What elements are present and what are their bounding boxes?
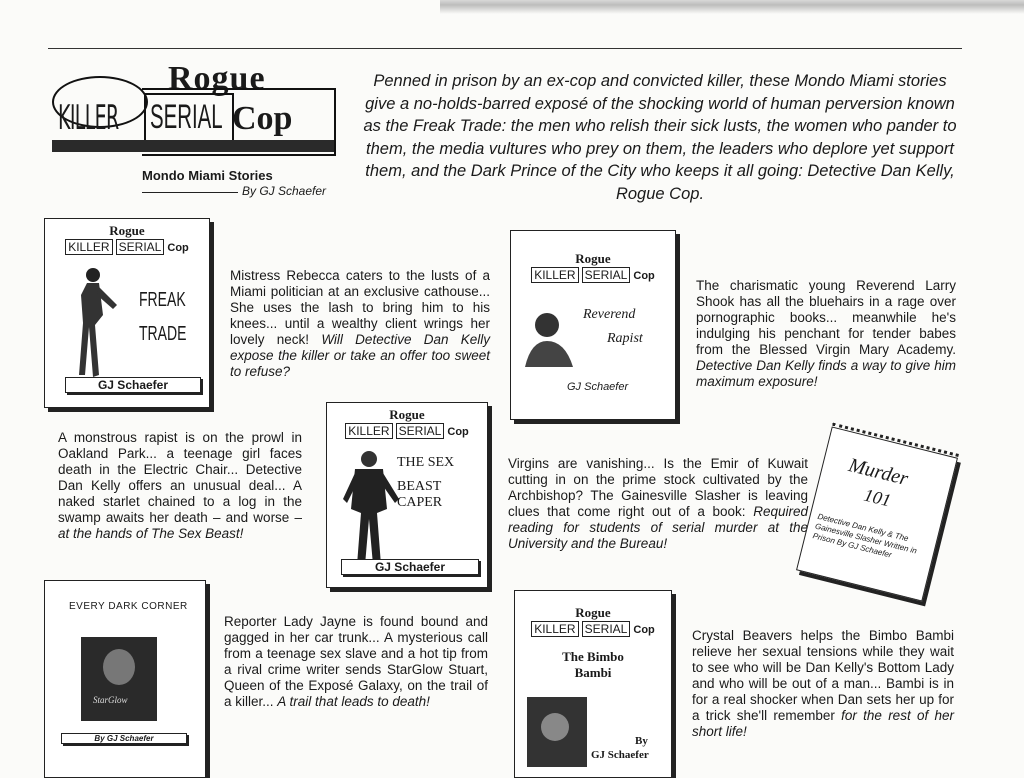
cover-logo xyxy=(45,239,209,255)
cover-logo xyxy=(327,423,487,439)
cover-rogue: Rogue xyxy=(109,223,145,238)
cover-title-line1: Reverend xyxy=(583,307,636,322)
cover-name: StarGlow xyxy=(93,695,128,705)
cover-title-line2: 101 xyxy=(861,484,893,511)
series-title: Mondo Miami Stories xyxy=(142,168,273,183)
cover-author: GJ Schaefer xyxy=(65,377,201,393)
logo-killer: KILLER xyxy=(58,98,119,138)
desc-italic: for the rest of her short life! xyxy=(692,708,954,739)
logo-cop: Cop xyxy=(232,100,293,137)
book-cover-murder-101 xyxy=(796,426,958,601)
scan-top-edge xyxy=(440,0,1024,14)
cover-title-line1: FREAK xyxy=(139,289,186,311)
cover-title-line1: Murder xyxy=(846,454,911,491)
book-cover-freak-trade xyxy=(44,218,210,408)
header-rule xyxy=(48,48,962,49)
desc-italic: Detective Dan Kelly finds a way to give him maximum exposure! xyxy=(696,358,956,389)
cover-notes: Detective Dan Kelly & The Gainesville Slasher Written in Prison By GJ Schaefer xyxy=(811,511,918,560)
cover-portrait-icon xyxy=(81,637,157,721)
cover-cop: Cop xyxy=(167,242,189,254)
cover-title: EVERY DARK CORNER xyxy=(69,601,188,612)
desc-text: A monstrous rapist is on the prowl in Oakland Park... a teenage girl faces death in the Electric Chair... Detective Dan Kelly offers an unusual deal... A naked starlet chained to a log in the swamp awaits her death – and worse – xyxy=(58,430,302,525)
cover-figure-icon xyxy=(73,265,125,389)
desc-text: The charismatic young Reverend Larry Shook has all the bluehairs in a rage over pornographic books... meanwhile he's indulging his penchant for tender babes from the Blessed Virgin Mary Academy. xyxy=(696,278,956,357)
cover-title-line1: THE SEX xyxy=(397,455,455,470)
cover-title-line2: TRADE xyxy=(139,323,187,345)
desc-text: Virgins are vanishing... Is the Emir of Kuwait cutting in on the prime stock cultivated by the Archbishop? The Gainesville Slasher is leaving clues that come right out of a book: xyxy=(508,456,808,519)
cover-serial: SERIAL xyxy=(582,267,631,283)
cover-author: GJ Schaefer xyxy=(591,749,649,761)
cover-serial: SERIAL xyxy=(116,239,165,255)
cover-killer: KILLER xyxy=(345,423,392,439)
desc-text: Reporter Lady Jayne is found bound and gagged in her car trunk... A mysterious call from a teenage sex slave and a hot tip from a rival crime writer sends StarGlow Stuart, Queen of the Exposé Galaxy, on the trail of a killer... xyxy=(224,614,488,709)
desc-italic: A trail that leads to death! xyxy=(277,694,430,709)
byline-rule xyxy=(142,192,238,193)
cover-cop: Cop xyxy=(633,270,655,282)
book-cover-sex-beast-caper xyxy=(326,402,488,588)
cover-author-by: By xyxy=(635,735,648,747)
cover-author: By GJ Schaefer xyxy=(61,733,187,744)
book-desc-freak-trade xyxy=(230,268,490,380)
cover-rogue: Rogue xyxy=(389,407,425,422)
intro-blurb: Penned in prison by an ex-cop and convicted killer, these Mondo Miami stories give a no-holds-barred exposé of the shocking world of human perversion known as the Freak Trade: the men who relish their sick lusts, the women who pander to them, the media vultures who prey on them, the leaders who deplore yet support them, and the Dark Prince of the City who keeps it all going: Detective Dan Kelly, Rogue Cop. xyxy=(363,72,957,203)
cover-title-line2: Bambi xyxy=(574,665,612,680)
cover-killer: KILLER xyxy=(531,267,578,283)
cover-author: GJ Schaefer xyxy=(341,559,479,575)
cover-title-line2: Rapist xyxy=(607,331,643,346)
desc-italic: at the hands of The Sex Beast! xyxy=(58,526,244,541)
book-desc-every-dark-corner xyxy=(224,614,488,710)
book-desc-reverend-rapist xyxy=(696,278,956,390)
cover-title-line2: BEAST CAPER xyxy=(397,479,443,510)
cover-title-line1: The Bimbo xyxy=(562,649,624,664)
cover-beast-icon xyxy=(341,449,401,569)
cover-rogue: Rogue xyxy=(575,251,611,266)
logo-bar xyxy=(52,140,334,152)
book-desc-sex-beast-caper xyxy=(58,430,302,542)
byline: By GJ Schaefer xyxy=(242,184,327,198)
book-cover-bimbo-bambi xyxy=(514,590,672,778)
cover-portrait-icon xyxy=(521,307,581,369)
book-desc-bimbo-bambi xyxy=(692,628,954,740)
cover-cop: Cop xyxy=(633,624,655,636)
cover-killer: KILLER xyxy=(65,239,112,255)
cover-logo xyxy=(515,621,671,637)
logo-rogue: Rogue xyxy=(168,60,266,97)
cover-logo xyxy=(511,267,675,283)
desc-italic: Required reading for students of serial murder at the University and the Bureau! xyxy=(508,504,808,551)
cover-serial: SERIAL xyxy=(582,621,631,637)
desc-text: Crystal Beavers helps the Bimbo Bambi relieve her sexual tensions while they wait to see who will be Dan Kelly's Bottom Lady and who will be out of a man... Bambi is in for a real shocker when Dan sets her up for a trick she'll remember xyxy=(692,628,954,723)
desc-text: Mistress Rebecca caters to the lusts of a Miami politician at an exclusive cathouse... She uses the lash to bring him to his knees... until a wealthy client wrings her lovely neck! xyxy=(230,268,490,347)
book-cover-every-dark-corner xyxy=(44,580,206,778)
desc-italic: Will Detective Dan Kelly expose the killer or take an offer too sweet to refuse? xyxy=(230,332,490,379)
cover-cop: Cop xyxy=(447,426,469,438)
cover-killer: KILLER xyxy=(531,621,578,637)
cover-author: GJ Schaefer xyxy=(567,381,629,393)
cover-serial: SERIAL xyxy=(396,423,445,439)
logo-serial: SERIAL xyxy=(150,98,223,136)
book-desc-murder-101 xyxy=(508,456,808,552)
cover-portrait-icon xyxy=(527,697,587,767)
book-cover-reverend-rapist xyxy=(510,230,676,420)
cover-rogue: Rogue xyxy=(575,605,611,620)
